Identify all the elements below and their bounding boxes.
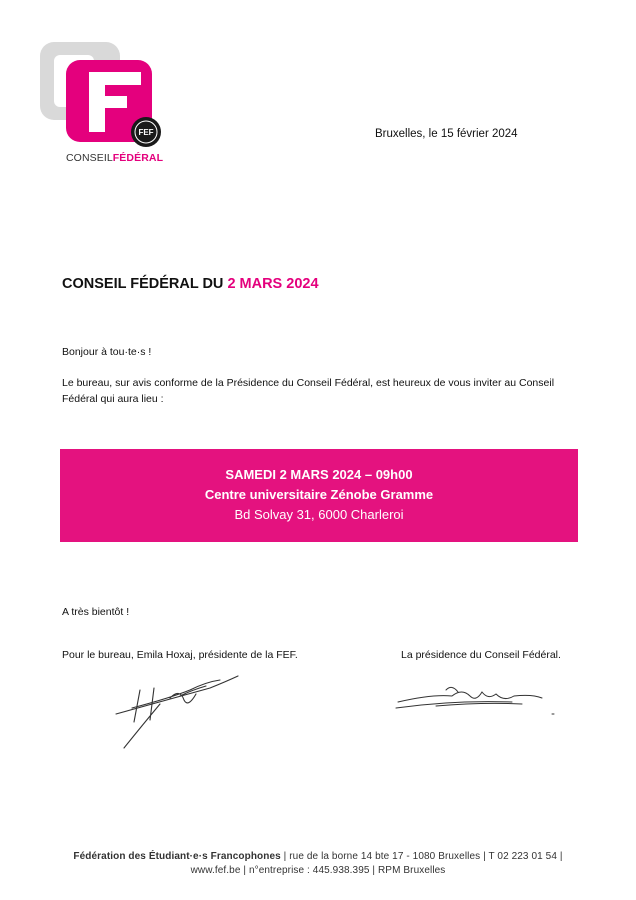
date-line: Bruxelles, le 15 février 2024 xyxy=(375,128,518,140)
farewell: A très bientôt ! xyxy=(62,606,130,618)
signature-left xyxy=(110,668,245,750)
greeting: Bonjour à tou·te·s ! xyxy=(62,346,152,358)
logo-caption xyxy=(66,152,163,164)
left-signer: Pour le bureau, Emila Hoxaj, présidente de la FEF. xyxy=(62,649,298,661)
cf-logo xyxy=(38,38,163,163)
footer-address: | rue de la borne 14 bte 17 - 1080 Bruxelles | T 02 223 01 54 | xyxy=(280,851,563,862)
title-prefix: CONSEIL FÉDÉRAL DU xyxy=(62,276,228,292)
logo-caption-federal: FÉDÉRAL xyxy=(112,152,164,164)
document-title xyxy=(62,276,319,292)
footer-line-2: www.fef.be | n°entreprise : 445.938.395 | RPM Bruxelles xyxy=(190,865,446,876)
signature-right xyxy=(392,680,562,720)
logo-seal-text: FEF xyxy=(138,128,154,137)
event-date-time: SAMEDI 2 MARS 2024 – 09h00 xyxy=(225,467,413,482)
logo-caption-conseil: CONSEIL xyxy=(66,152,113,164)
footer-org-name: Fédération des Étudiant·e·s Francophones xyxy=(73,851,281,862)
right-signer: La présidence du Conseil Fédéral. xyxy=(401,649,561,661)
footer-line-1 xyxy=(0,851,636,862)
event-venue: Centre universitaire Zénobe Gramme xyxy=(204,487,434,502)
event-box xyxy=(60,449,578,542)
invitation-paragraph: Le bureau, sur avis conforme de la Présidence du Conseil Fédéral, est heureux de vous inviter au Conseil Fédéral qui aura lieu : xyxy=(62,377,555,405)
title-date: 2 MARS 2024 xyxy=(227,276,319,292)
event-address: Bd Solvay 31, 6000 Charleroi xyxy=(234,507,404,522)
